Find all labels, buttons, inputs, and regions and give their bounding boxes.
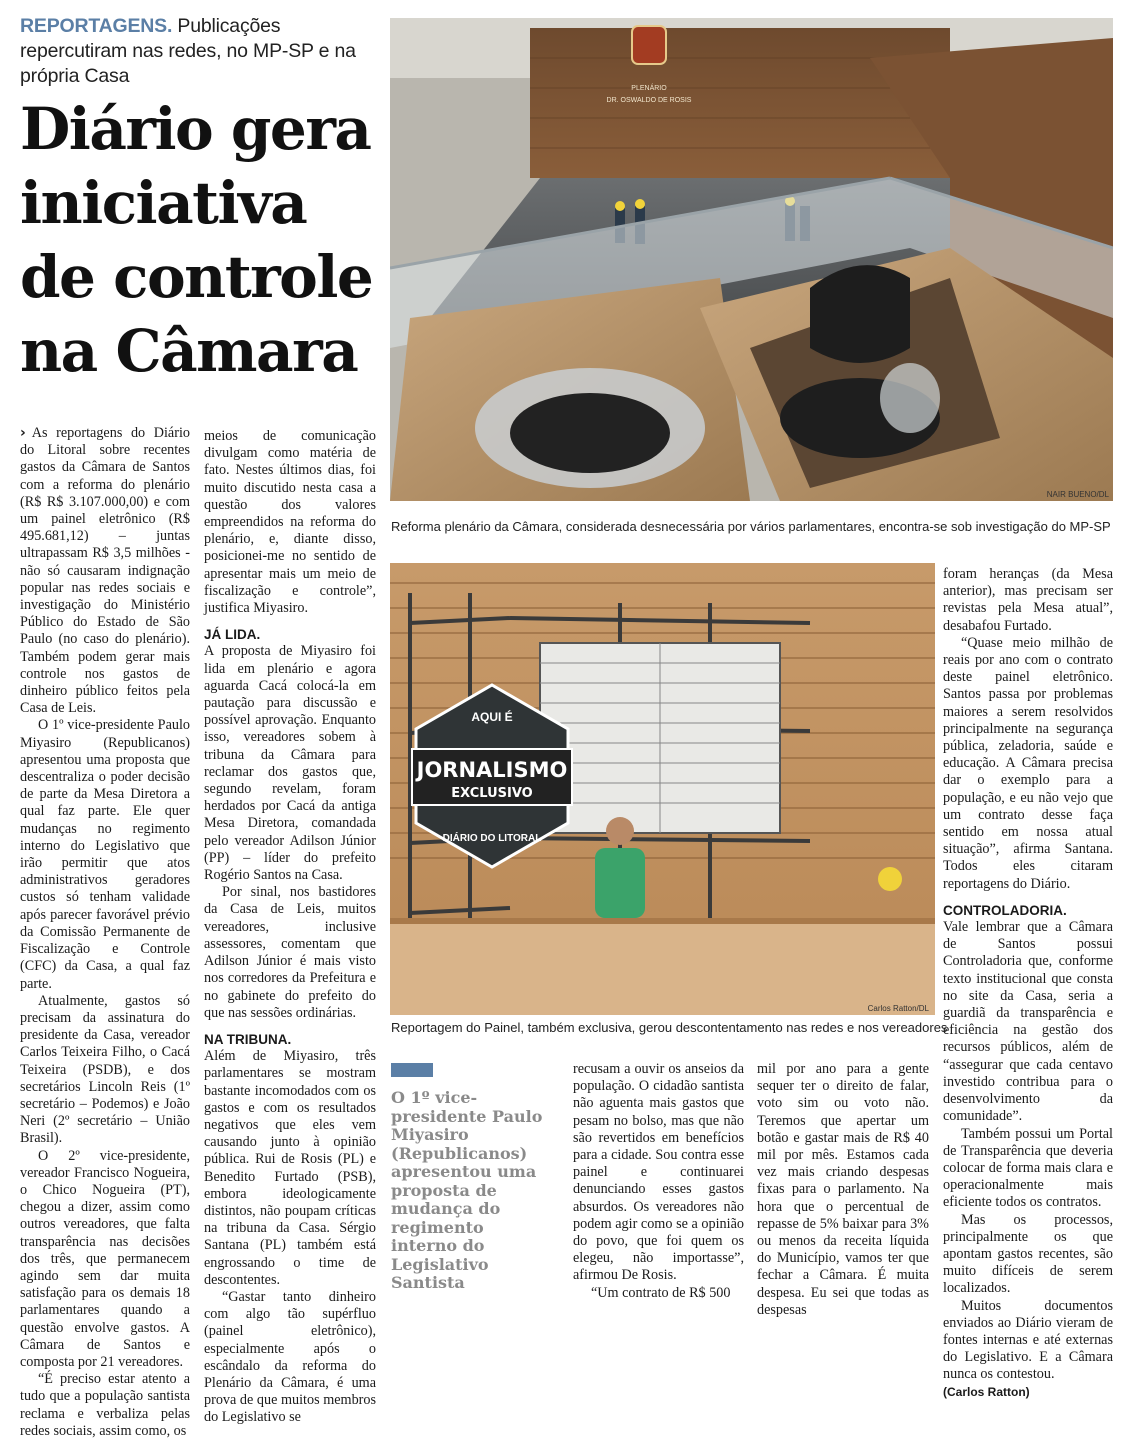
kicker [20,14,380,89]
article-column-5 [943,566,1113,1401]
plenary-illustration [390,18,1113,501]
paragraph: recusam a ouvir os anseios da população. O cidadão santista não aguenta mais gastos que pesam no bolso, mas que não são revertidos em benefícios para a cidade. Sou contra esse painel e continuarei denunciando esses gastos absurdos. Os vereadores não podem agir como se a opinião do povo, que foi quem os elegeu, não importasse”, afirmou De Rosis. [573,1061,744,1284]
article-column-4 [757,1061,929,1319]
seal-main-1: JORNALISMO [416,758,568,782]
pullquote: O 1º vice-presidente Paulo Miyasiro (Republicanos) apresentou uma proposta de mudança do regimento interno do Legislativo Santista [391,1088,543,1292]
kicker-text: Publicações repercutiram nas redes, no MP-SP e na própria Casa [20,15,356,87]
paragraph: Por sinal, nos bastidores da Casa de Leis, muitos vereadores, inclusive assessores, comentam que Adilson Júnior é mais visto nos corredores da Prefeitura e no gabinete do prefeito do que nas sessões ordinárias. [204,884,376,1021]
paragraph: “Gastar tanto dinheiro com algo tão supérfluo (painel eletrônico), especialmente após o escândalo da reforma do Plenário da Câmara, é uma prova de que muitos membros do Legislativo se [204,1288,376,1426]
paragraph: foram heranças (da Mesa anterior), mas precisam ser revistas pela Mesa atual”, desabafou Furtado. [943,566,1113,634]
subheading: CONTROLADORIA. [943,902,1067,918]
headline: Diário gera iniciativa de controle na Câmara [20,95,373,385]
paragraph: A proposta de Miyasiro foi lida em plenário e agora aguarda Cacá colocá-la em pautação para discussão e possível aprovação. Enquanto isso, vereadores sobem à tribuna da Câmara para reclamar dos gastos que, segundo revelam, foram herdados por Cacá da antiga Mesa Diretora, comandada pelo vereador Adilson Júnior (PP) – líder do prefeito Rogério Santos na Casa. [204,643,376,884]
paragraph: Vale lembrar que a Câmara de Santos possui Controladoria que, conforme texto institucional que consta no site da Casa, seria a guardiã da transparência e eficiência na gestão dos recursos públicos, além de “assegurar que cada centavo investido contribua para o desenvolvimento da comunidade”. [943,919,1113,1125]
paragraph: mil por ano para a gente sequer ter o direito de falar, voto sim ou voto não. Teremos que apertar um botão e gastar mais de R$ 40 mil por mês. Estamos cada vez mais criando despesas fixas para o parlamento. Na hora que o percentual de repasse de 5% baixar para 3% ou menos da receita líquida do Município, vamos ter que fechar a Câmara. É muita despesa. Eu sei que todas as despesas [757,1061,929,1318]
seal-top: AQUI É [471,710,513,724]
subheading: JÁ LIDA. [204,627,261,643]
paragraph: Além de Miyasiro, três parlamentares se mostram bastante incomodados com os gastos e com os resultados negativos que eles vem causando junto à opinião pública. Rui de Rosis (PL) e Benedito Furtado (PSB), embora ideologicamente distintos, não poupam críticas na tribuna da Casa. Sérgio Santana (PL) também está engrossando o time de descontentes. [204,1048,376,1288]
seal-bottom: DIÁRIO DO LITORAL [442,833,542,844]
photo-plenary [390,18,1113,501]
paragraph: Muitos documentos enviados ao Diário vieram de fontes internas e até externas do Legislativo. E a Câmara nunca os contestou. [943,1297,1113,1383]
photo2-credit: Carlos Ratton/DL [867,1004,929,1013]
paragraph: Também possui um Portal de Transparência que deveria colocar de forma mais clara e operacionalmente mais eficiente todos os contratos. [943,1125,1113,1211]
chevron-right-icon: › [20,425,26,441]
subheading: NA TRIBUNA. [204,1031,292,1047]
paragraph: “Quase meio milhão de reais por ano com o contrato deste painel eletrônico. Santos passa por problemas maiores a serem resolvidos principalmente na segurança pública, zeladoria, saúde e educação. A Câmara precisa dar o exemplo para a população, e eu não vejo que um contrato desse faça sentido em nossa atual situação”, afirma Santana. Todos eles citaram reportagens do Diário. [943,634,1113,892]
wall-text-1: PLENÁRIO [631,85,667,92]
seal-badge [408,681,576,871]
paragraph: Atualmente, gastos só precisam da assinatura do presidente da Casa, vereador Carlos Teixeira Filho, o Cacá Teixeira (PSDB), e dos secretários Lincoln Reis (1º secretário – Podemos) e João Neri (2º secretário – União Brasil). [20,992,190,1147]
pullquote-bar [391,1063,433,1077]
exclusive-seal [408,681,576,871]
photo-caption: Reforma plenário da Câmara, considerada desnecessária por vários parlamentares, encontra-se sob investigação do MP-SP [391,519,1111,534]
seal-main-2: EXCLUSIVO [451,786,533,801]
photo-credit: NAIR BUENO/DL [1046,490,1109,499]
photo2-caption: Reportagem do Painel, também exclusiva, gerou descontentamento nas redes e nos vereadores [391,1020,948,1035]
article-column-1 [20,425,190,1440]
paragraph: “É preciso estar atento a tudo que a população santista reclama e verbaliza pelas redes sociais, assim como, os [20,1371,190,1439]
section-label: REPORTAGENS. [20,15,173,37]
paragraph: O 1º vice-presidente Paulo Miyasiro (Republicanos) apresentou uma proposta que descentraliza o poder decisão de parte da Mesa Diretora a qual faz parte. Ele quer mudanças no regimento interno do Legislativo que irão permitir que atos administrativos geradores custos só tenham validade após parecer favorável prévio da Comissão Permanente de Fiscalização e Controle (CFC) da Casa, a qual faz parte. [20,717,190,992]
wall-text-2: DR. OSWALDO DE ROSIS [606,97,692,104]
paragraph: Mas os processos, principalmente os que apontam gastos recentes, são muito difíceis de serem localizados. [943,1211,1113,1297]
paragraph: “Um contrato de R$ 500 [591,1284,731,1301]
photo-panel [390,563,935,1015]
author-signature: (Carlos Ratton) [943,1384,1030,1399]
paragraph: O 2º vice-presidente, vereador Francisco Nogueira, o Chico Nogueira (PT), chegou a dizer, assim como outros vereadores, que falta transparência nas decisões dos três, que permanecem agindo sem dar muita satisfação para os demais 18 parlamentares quando a questão envolve gastos. A Câmara de Santos e composta por 21 vereadores. [20,1147,190,1370]
article-column-2 [204,428,376,1427]
article-column-3 [573,1061,744,1302]
paragraph: meios de comunicação divulgam como matéria de fato. Nestes últimos dias, foi muito discutido nesta casa a questão dos valores empreendidos na reforma do plenário, e, diante disso, posicionei-me no sentido de apresentar mais um meio de fiscalização e controle”, justifica Miyasiro. [204,428,376,617]
paragraph: As reportagens do Diário do Litoral sobre recentes gastos da Câmara de Santos com a reforma do plenário (R$ R$ 3.107.000,00) e com um painel eletrônico (R$ 495.681,12) – juntas ultrapassam R$ 3,5 milhões - não só causaram indignação popular nas redes sociais e investigação do Ministério Público do Estado de São Paulo (no caso do plenário). Também podem gerar mais controle nos gastos de dinheiro público feitos pela Casa de Leis. [20,425,190,717]
